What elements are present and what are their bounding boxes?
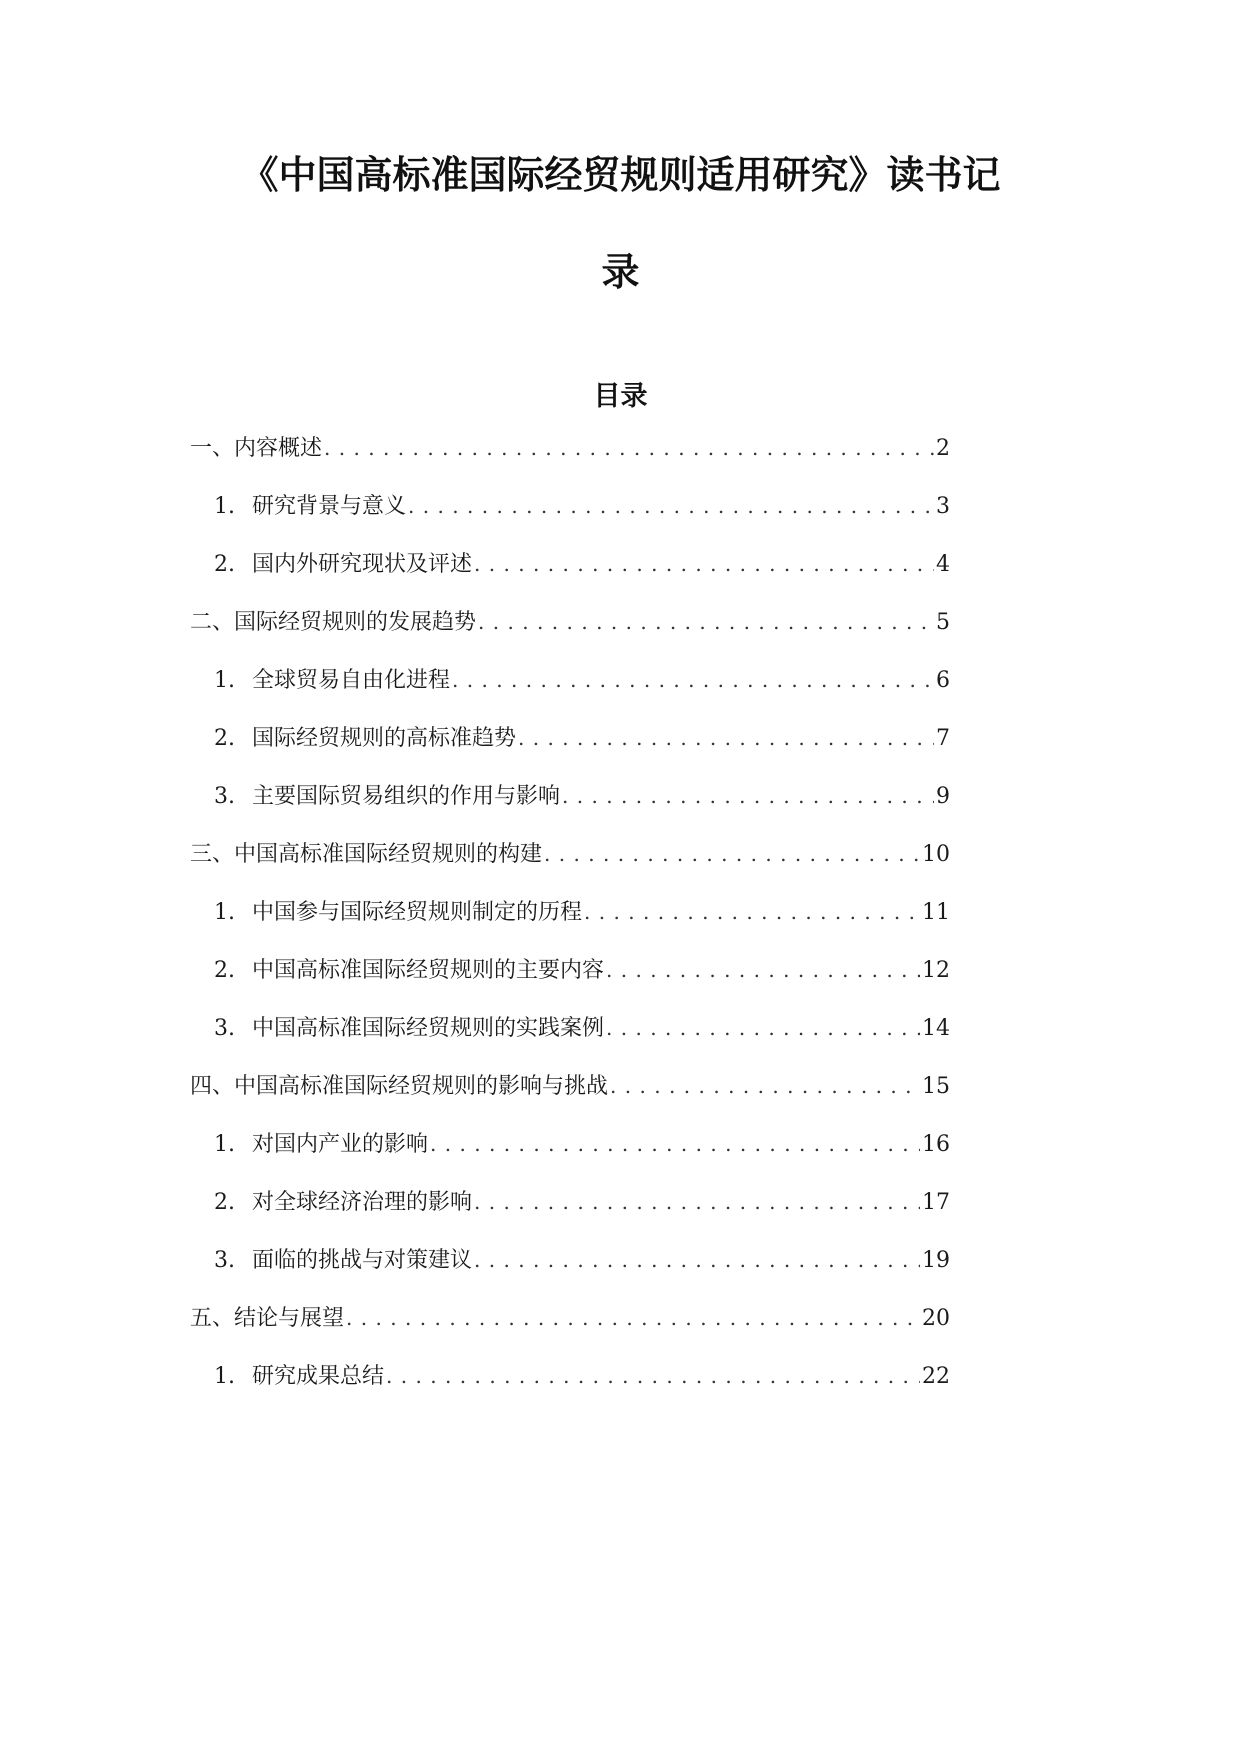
toc-entry-page-number: 16 (922, 1132, 950, 1157)
toc-entry-text: 中国参与国际经贸规则制定的历程 (252, 900, 583, 925)
toc-entry-page-number: 6 (936, 668, 950, 693)
toc-entry-page-number: 7 (936, 726, 950, 751)
toc-entry-number: 1. (214, 900, 235, 925)
toc-dot-leader (606, 1011, 920, 1045)
toc-dot-leader (346, 1301, 920, 1335)
toc-entry-number: 2. (214, 726, 235, 751)
toc-dot-leader (610, 1069, 920, 1103)
toc-heading: 目录 (593, 381, 648, 412)
toc-dot-leader (452, 663, 934, 697)
toc-dot-leader (430, 1127, 920, 1161)
toc-entry-number: 1. (214, 494, 235, 519)
toc-entry-text: 研究背景与意义 (252, 494, 407, 519)
toc-entry-page-number: 19 (922, 1248, 950, 1273)
toc-entry-page-number: 15 (922, 1074, 950, 1099)
toc-entry-page-number: 20 (922, 1306, 950, 1331)
toc-dot-leader (584, 895, 920, 929)
toc-entry-number: 3. (214, 784, 235, 809)
toc-entry-page-number: 12 (922, 958, 950, 983)
toc-entry-page-number: 9 (936, 784, 950, 809)
toc-dot-leader (386, 1359, 920, 1393)
toc-entry[interactable] (214, 953, 950, 987)
toc-entry[interactable] (214, 663, 950, 697)
toc-entry-page-number: 10 (922, 842, 950, 867)
document-title-line1: 《中国高标准国际经贸规则适用研究》读书记 (240, 153, 1001, 197)
document-title-line2: 录 (601, 250, 640, 294)
toc-entry-page-number: 22 (922, 1364, 950, 1389)
toc-entry[interactable] (214, 1359, 950, 1393)
toc-entry-number: 2. (214, 552, 235, 577)
toc-entry[interactable] (214, 721, 950, 755)
toc-entry-text: 国内外研究现状及评述 (252, 552, 473, 577)
toc-entry[interactable] (214, 895, 950, 929)
toc-entry[interactable] (190, 431, 950, 465)
toc-entry[interactable] (214, 1011, 950, 1045)
toc-dot-leader (562, 779, 934, 813)
toc-entry-text: 面临的挑战与对策建议 (252, 1248, 473, 1273)
toc-dot-leader (474, 1243, 920, 1277)
toc-dot-leader (408, 489, 934, 523)
toc-entry-page-number: 5 (936, 610, 950, 635)
toc-entry-number: 2. (214, 1190, 235, 1215)
toc-entry[interactable] (214, 1243, 950, 1277)
toc-entry-text: 一、内容概述 (190, 436, 323, 461)
toc-entry-number: 1. (214, 1364, 235, 1389)
toc-dot-leader (324, 431, 934, 465)
toc-entry-number: 3. (214, 1248, 235, 1273)
toc-entry-text: 主要国际贸易组织的作用与影响 (252, 784, 561, 809)
toc-entry-text: 全球贸易自由化进程 (252, 668, 451, 693)
toc-entry[interactable] (214, 779, 950, 813)
toc-entry-page-number: 3 (936, 494, 950, 519)
toc-entry[interactable] (190, 605, 950, 639)
toc-entry-number: 2. (214, 958, 235, 983)
toc-entry[interactable] (214, 1185, 950, 1219)
toc-entry-text: 三、中国高标准国际经贸规则的构建 (190, 842, 543, 867)
toc-entry-page-number: 14 (922, 1016, 950, 1041)
toc-entry[interactable] (214, 547, 950, 581)
toc-entry-page-number: 11 (922, 900, 950, 925)
toc-entry-text: 对全球经济治理的影响 (252, 1190, 473, 1215)
toc-dot-leader (474, 1185, 920, 1219)
toc-dot-leader (478, 605, 934, 639)
toc-entry-text: 国际经贸规则的高标准趋势 (252, 726, 517, 751)
toc-entry-text: 二、国际经贸规则的发展趋势 (190, 610, 477, 635)
toc-entry-page-number: 2 (936, 436, 950, 461)
toc-entry-number: 3. (214, 1016, 235, 1041)
toc-entry-number: 1. (214, 1132, 235, 1157)
toc-entry[interactable] (190, 1301, 950, 1335)
toc-entry[interactable] (190, 1069, 950, 1103)
toc-entry[interactable] (190, 837, 950, 871)
toc-entry-text: 五、结论与展望 (190, 1306, 345, 1331)
toc-entry-text: 中国高标准国际经贸规则的实践案例 (252, 1016, 605, 1041)
toc-dot-leader (474, 547, 934, 581)
toc-entry-text: 四、中国高标准国际经贸规则的影响与挑战 (190, 1074, 609, 1099)
toc-entry-text: 对国内产业的影响 (252, 1132, 429, 1157)
toc-entry-text: 研究成果总结 (252, 1364, 385, 1389)
toc-dot-leader (544, 837, 920, 871)
toc-entry-page-number: 17 (922, 1190, 950, 1215)
toc-entry-page-number: 4 (936, 552, 950, 577)
toc-entry-number: 1. (214, 668, 235, 693)
toc-dot-leader (518, 721, 934, 755)
toc-entry-text: 中国高标准国际经贸规则的主要内容 (252, 958, 605, 983)
toc-entry[interactable] (214, 1127, 950, 1161)
toc-dot-leader (606, 953, 920, 987)
toc-entry[interactable] (214, 489, 950, 523)
